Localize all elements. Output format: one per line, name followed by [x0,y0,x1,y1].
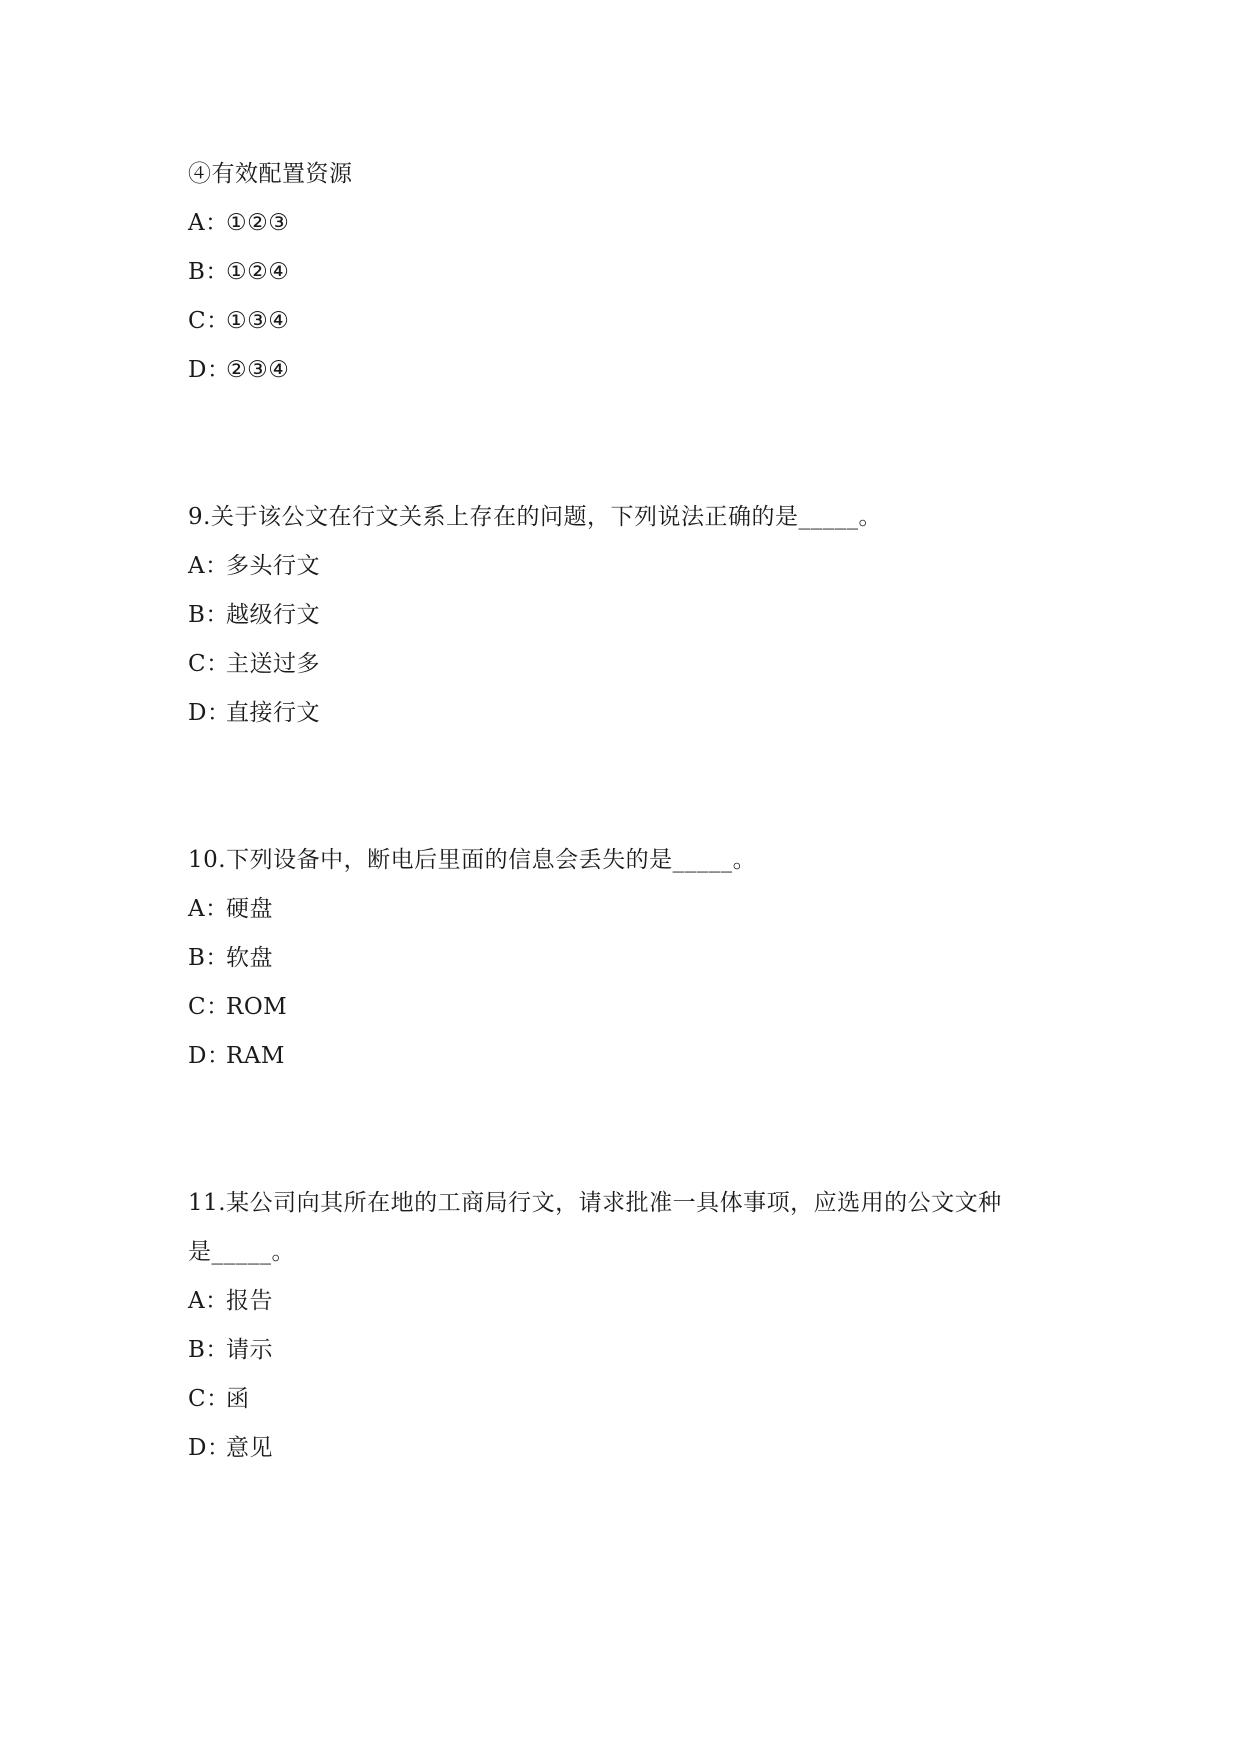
option-text: 请示 [226,1337,273,1363]
question-10-stem: 10.下列设备中，断电后里面的信息会丢失的是_____。 [188,847,757,873]
option-b [188,1335,273,1365]
option-d [188,355,289,385]
option-d [188,698,320,728]
option-a [188,894,273,924]
option-letter: D： [188,357,231,383]
option-letter: A： [188,553,229,579]
option-letter: A： [188,896,229,922]
option-letter: C： [188,651,230,677]
option-c [188,306,289,336]
option-text: 直接行文 [226,700,320,726]
option-text: 越级行文 [226,602,320,628]
option-text: ①③④ [226,308,290,334]
option-c [188,992,287,1022]
option-letter: C： [188,1386,230,1412]
option-b [188,600,320,630]
option-letter: B： [188,602,229,628]
option-c [188,649,320,679]
question-11-stem-line2: 是_____。 [188,1239,295,1265]
option-text: ②③④ [226,357,290,383]
option-text: 意见 [226,1435,273,1461]
question-9-stem: 9.关于该公文在行文关系上存在的问题，下列说法正确的是_____。 [188,504,882,530]
option-a [188,1286,273,1316]
option-letter: D： [188,1043,231,1069]
question-11-stem-line1: 11.某公司向其所在地的工商局行文，请求批准一具体事项，应选用的公文文种 [188,1190,1002,1216]
option-letter: C： [188,308,230,334]
option-text: 硬盘 [226,896,273,922]
option-letter: B： [188,945,229,971]
option-b [188,257,289,287]
option-text: ①②④ [226,259,290,285]
option-text: 函 [226,1386,250,1412]
option-text: ROM [226,994,288,1020]
option-text: 多头行文 [226,553,320,579]
option-text: 软盘 [226,945,273,971]
option-text: ①②③ [226,210,290,236]
option-letter: D： [188,700,231,726]
option-a [188,208,289,238]
option-letter: D： [188,1435,231,1461]
question-stem-tail: ④有效配置资源 [188,161,353,187]
option-letter: C： [188,994,230,1020]
option-d [188,1433,273,1463]
option-a [188,551,320,581]
option-d [188,1041,285,1071]
option-letter: A： [188,210,229,236]
option-letter: A： [188,1288,229,1314]
option-b [188,943,273,973]
option-text: RAM [226,1043,285,1069]
option-text: 报告 [226,1288,273,1314]
option-letter: B： [188,259,229,285]
option-letter: B： [188,1337,229,1363]
option-c [188,1384,250,1414]
option-text: 主送过多 [226,651,320,677]
